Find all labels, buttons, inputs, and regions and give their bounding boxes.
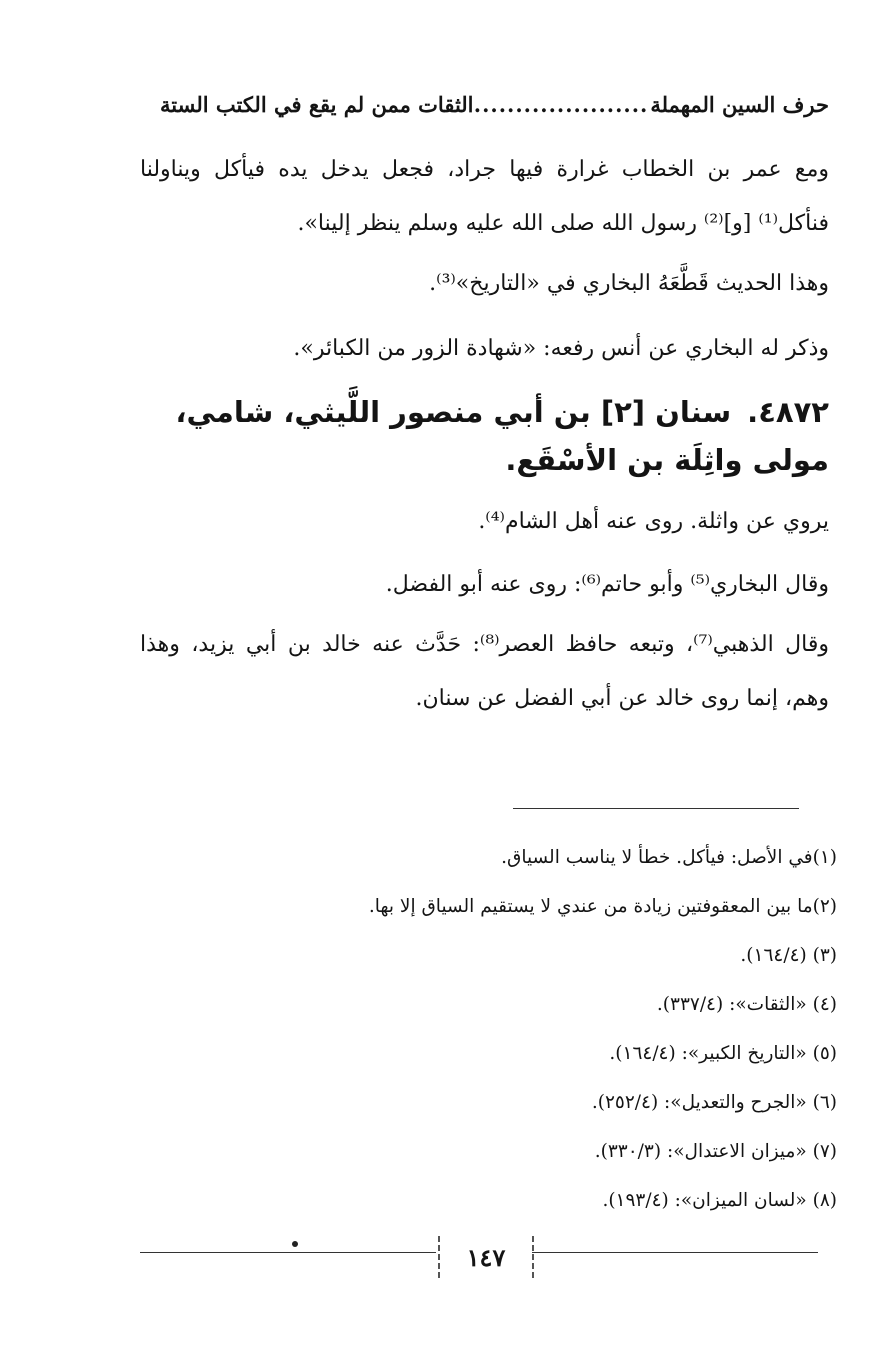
header-book: الثقات ممن لم يقع في الكتب الستة: [160, 92, 474, 117]
paragraph-1: ومع عمر بن الخطاب غرارة فيها جراد، فجعل يدخل يده فيأكل ويناولنا فنأكل⁽¹⁾ [و]⁽²⁾ رسول الله صلى الله عليه وسلم ينظر إلينا».: [140, 157, 829, 236]
entry-paragraph-1: يروي عن واثلة. روى عنه أهل الشام⁽⁴⁾.: [478, 509, 829, 534]
footnote-separator: [513, 808, 799, 809]
paragraph-2: وهذا الحديث قَطَّعَهُ البخاري في «التاريخ»⁽³⁾.: [429, 271, 829, 296]
running-header: [160, 92, 829, 117]
footnote-3: (٣) (١٦٤/٤).: [740, 945, 837, 966]
page-number-frame: [438, 1236, 534, 1278]
entry-paragraph-2: وقال البخاري⁽⁵⁾ وأبو حاتم⁽⁶⁾: روى عنه أبو الفضل.: [385, 572, 829, 597]
footer-rule-left: [140, 1252, 436, 1253]
footnote-6: (٦) «الجرح والتعديل»: (٢٥٢/٤).: [591, 1092, 837, 1113]
footer-rule-right: [532, 1252, 818, 1253]
footnote-2: (٢)ما بين المعقوفتين زيادة من عندي لا يستقيم السياق إلا بها.: [368, 896, 837, 917]
footnote-8: (٨) «لسان الميزان»: (١٩٣/٤).: [602, 1190, 837, 1211]
entry-heading: [140, 388, 829, 484]
footnote-4: (٤) «الثقات»: (٣٣٧/٤).: [656, 994, 837, 1015]
footnote-1: (١)في الأصل: فيأكل. خطأ لا يناسب السياق.: [501, 847, 837, 868]
entry-number: ٤٨٧٢.: [747, 395, 829, 429]
header-chapter: حرف السين المهملة: [650, 92, 829, 117]
entry-title: سنان [٢] بن أبي منصور اللَّيثي، شامي، مولى واثِلَة بن الأسْقَع.: [175, 395, 829, 477]
footnote-7: (٧) «ميزان الاعتدال»: (٣٣٠/٣).: [594, 1141, 837, 1162]
paragraph-3: وذكر له البخاري عن أنس رفعه: «شهادة الزور من الكبائر».: [293, 336, 829, 361]
header-dots: [474, 92, 651, 117]
entry-paragraph-3: وقال الذهبي⁽⁷⁾، وتبعه حافظ العصر⁽⁸⁾: حَدَّث عنه خالد بن أبي يزيد، وهذا وهم، إنما روى خالد عن أبي الفضل عن سنان.: [140, 632, 829, 711]
footer-ornament-dot: [292, 1241, 298, 1247]
page-number: ١٤٧: [466, 1242, 506, 1272]
footnote-5: (٥) «التاريخ الكبير»: (١٦٤/٤).: [609, 1043, 837, 1064]
